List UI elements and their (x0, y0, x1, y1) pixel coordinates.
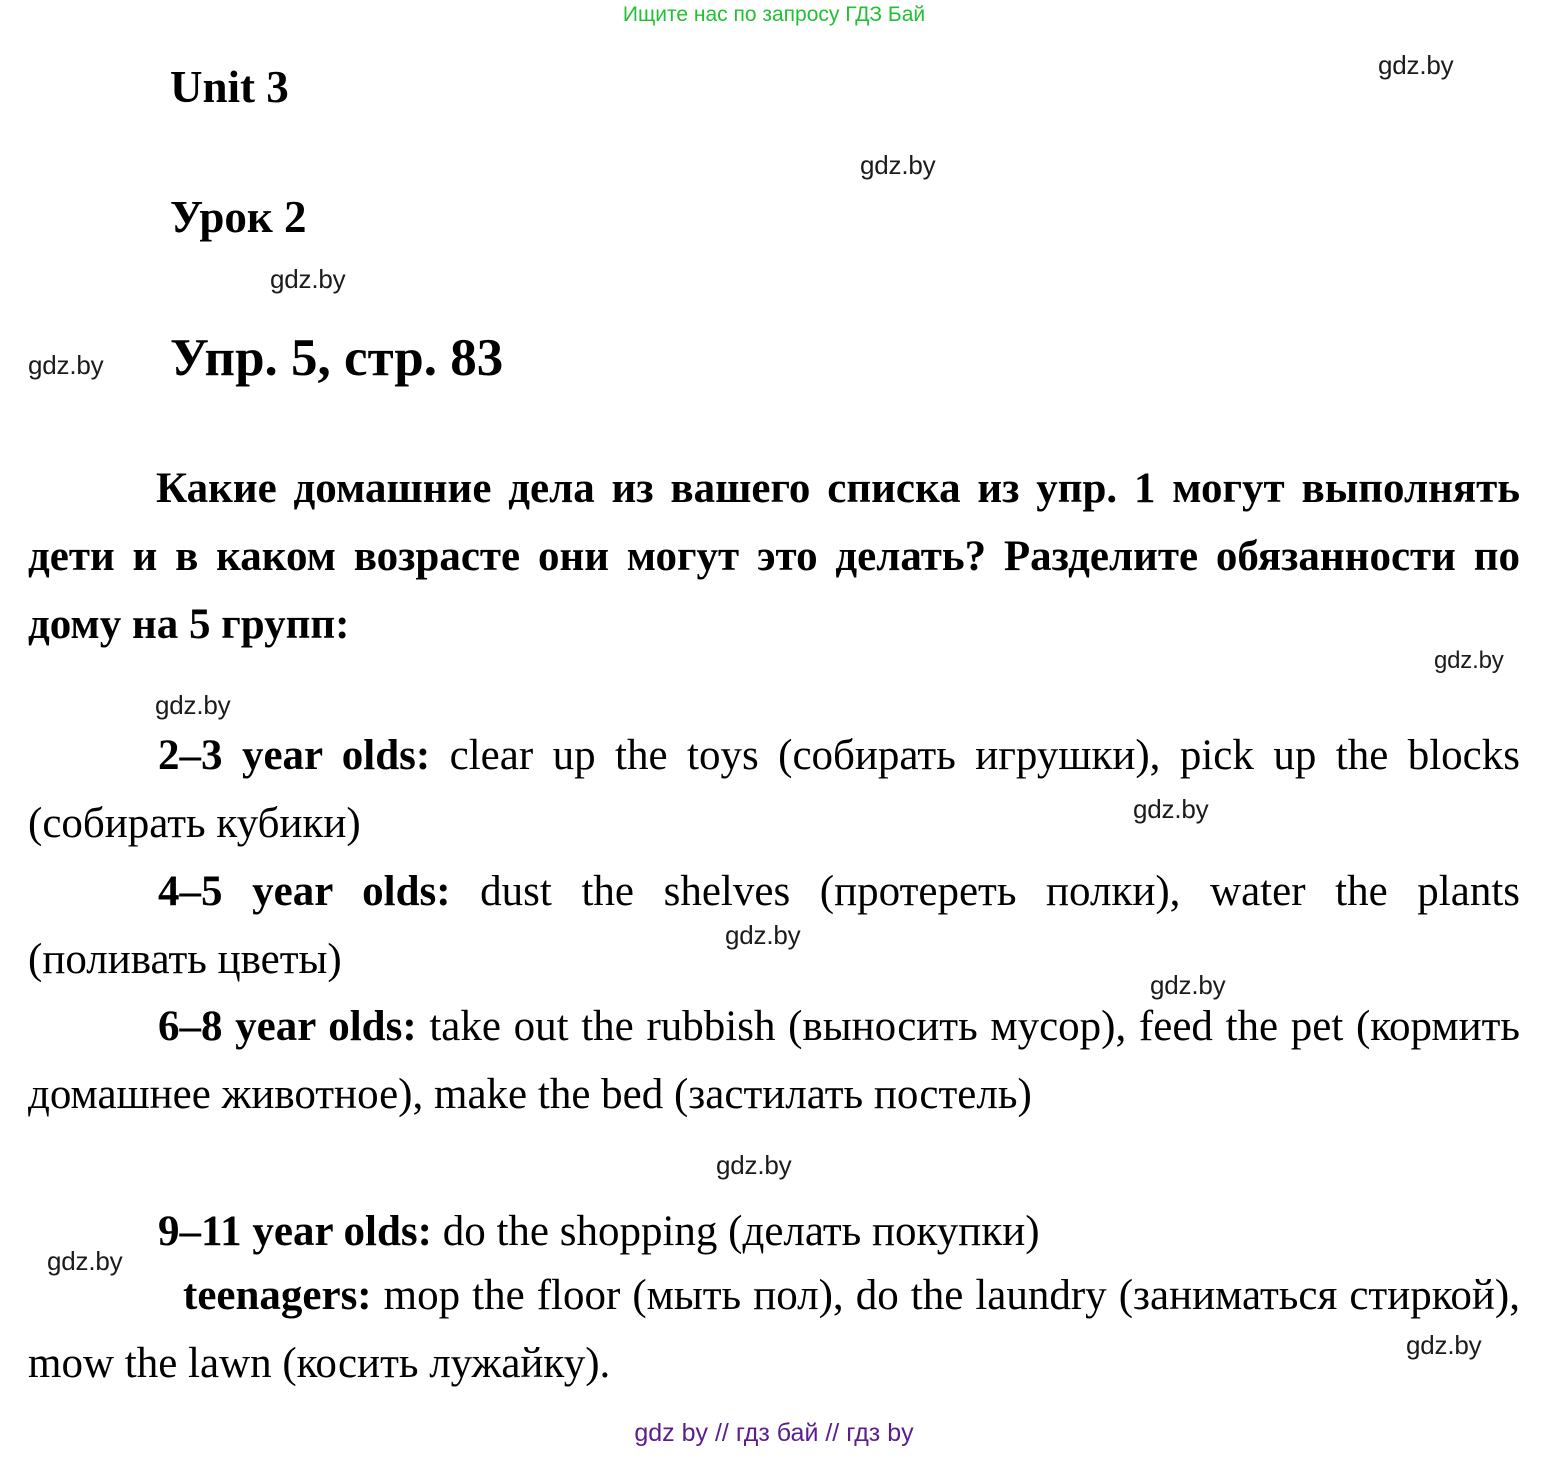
age-group-2-3 (28, 722, 1520, 858)
watermark: gdz.by (1150, 970, 1226, 1000)
watermark: gdz.by (1378, 50, 1454, 80)
age-group-chores: dust the shelves (протереть полки), water the plants (поливать цветы) (28, 868, 1520, 983)
unit-heading: Unit 3 (170, 62, 289, 112)
watermark: gdz.by (725, 920, 801, 950)
task-question: Какие домашние дела из вашего списка из упр. 1 могут выполнять дети и в каком возрасте они могут это делать? Разделите обязанности по дому на 5 групп: (28, 465, 1520, 648)
age-group-label: 2–3 year olds: (158, 732, 431, 779)
age-group-label: 4–5 year olds: (158, 868, 451, 915)
exercise-heading: Упр. 5, стр. 83 (170, 329, 504, 387)
age-group-chores: take out the rubbish (выносить мусор), feed the pet (кормить домашнее животное), make the bed (застилать постель) (28, 1003, 1520, 1118)
age-group-label: 6–8 year olds: (158, 1003, 417, 1050)
watermark: gdz.by (47, 1246, 123, 1276)
age-group-chores: mop the floor (мыть пол), do the laundry (заниматься стиркой), mow the lawn (косить лужайку). (28, 1272, 1520, 1387)
age-group-9-11 (28, 1198, 1520, 1266)
watermark: gdz.by (28, 350, 104, 380)
watermark: gdz.by (1133, 794, 1209, 824)
age-group-teenagers (28, 1262, 1520, 1398)
promo-banner: Ищите нас по запросу ГДЗ Бай (622, 3, 926, 26)
age-group-label: 9–11 year olds: (158, 1208, 432, 1255)
age-group-6-8 (28, 993, 1520, 1129)
age-group-chores: clear up the toys (собирать игрушки), pick up the blocks (собирать кубики) (28, 732, 1521, 847)
watermark: gdz.by (1406, 1330, 1482, 1360)
watermark: gdz.by (155, 690, 231, 720)
watermark: gdz.by (716, 1150, 792, 1180)
age-group-label: teenagers: (183, 1272, 372, 1319)
footer-brand-line: gdz by // гдз бай // гдз by (634, 1419, 914, 1447)
document-page (28, 0, 1520, 1460)
age-group-chores: do the shopping (делать покупки) (431, 1208, 1040, 1255)
watermark: gdz.by (1434, 647, 1504, 674)
watermark: gdz.by (860, 150, 936, 180)
watermark: gdz.by (270, 264, 346, 294)
lesson-heading: Урок 2 (170, 192, 307, 242)
